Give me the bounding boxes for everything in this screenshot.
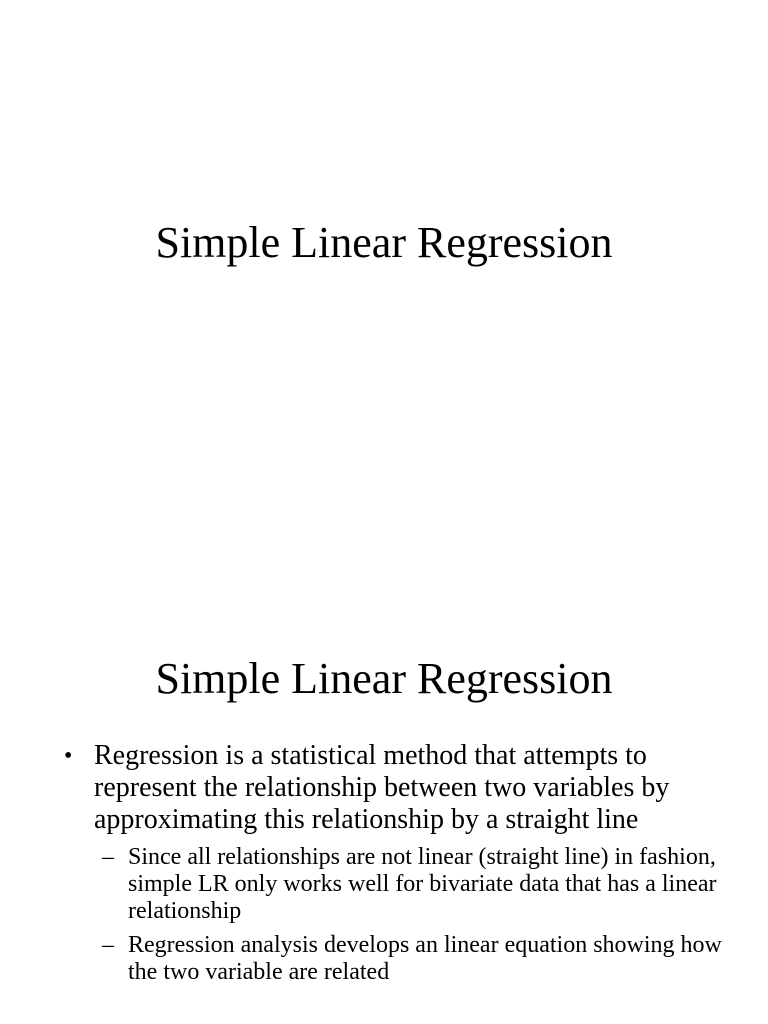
sub-bullet-text: Since all relationships are not linear (straight line) in fashion, simple LR only works well for bivariate data that has a linear relationship [128,844,717,924]
title-slide [0,0,768,432]
bullet-list [64,740,744,993]
sub-bullet-item [94,844,744,925]
sub-bullet-item [94,932,744,986]
slide-title: Simple Linear Regression [155,218,613,267]
sub-bullet-list [94,844,744,986]
bullet-marker-icon: • [64,743,73,769]
slide-title: Simple Linear Regression [155,654,613,703]
sub-bullet-text: Regression analysis develops an linear equation showing how the two variable are related [128,932,722,985]
content-slide [0,432,768,1024]
bullet-text: Regression is a statistical method that attempts to represent the relationship between two variables by approximating this relationship by a straight line [94,740,670,835]
dash-marker-icon: – [102,932,114,958]
dash-marker-icon: – [102,844,114,870]
bullet-item [64,740,744,986]
